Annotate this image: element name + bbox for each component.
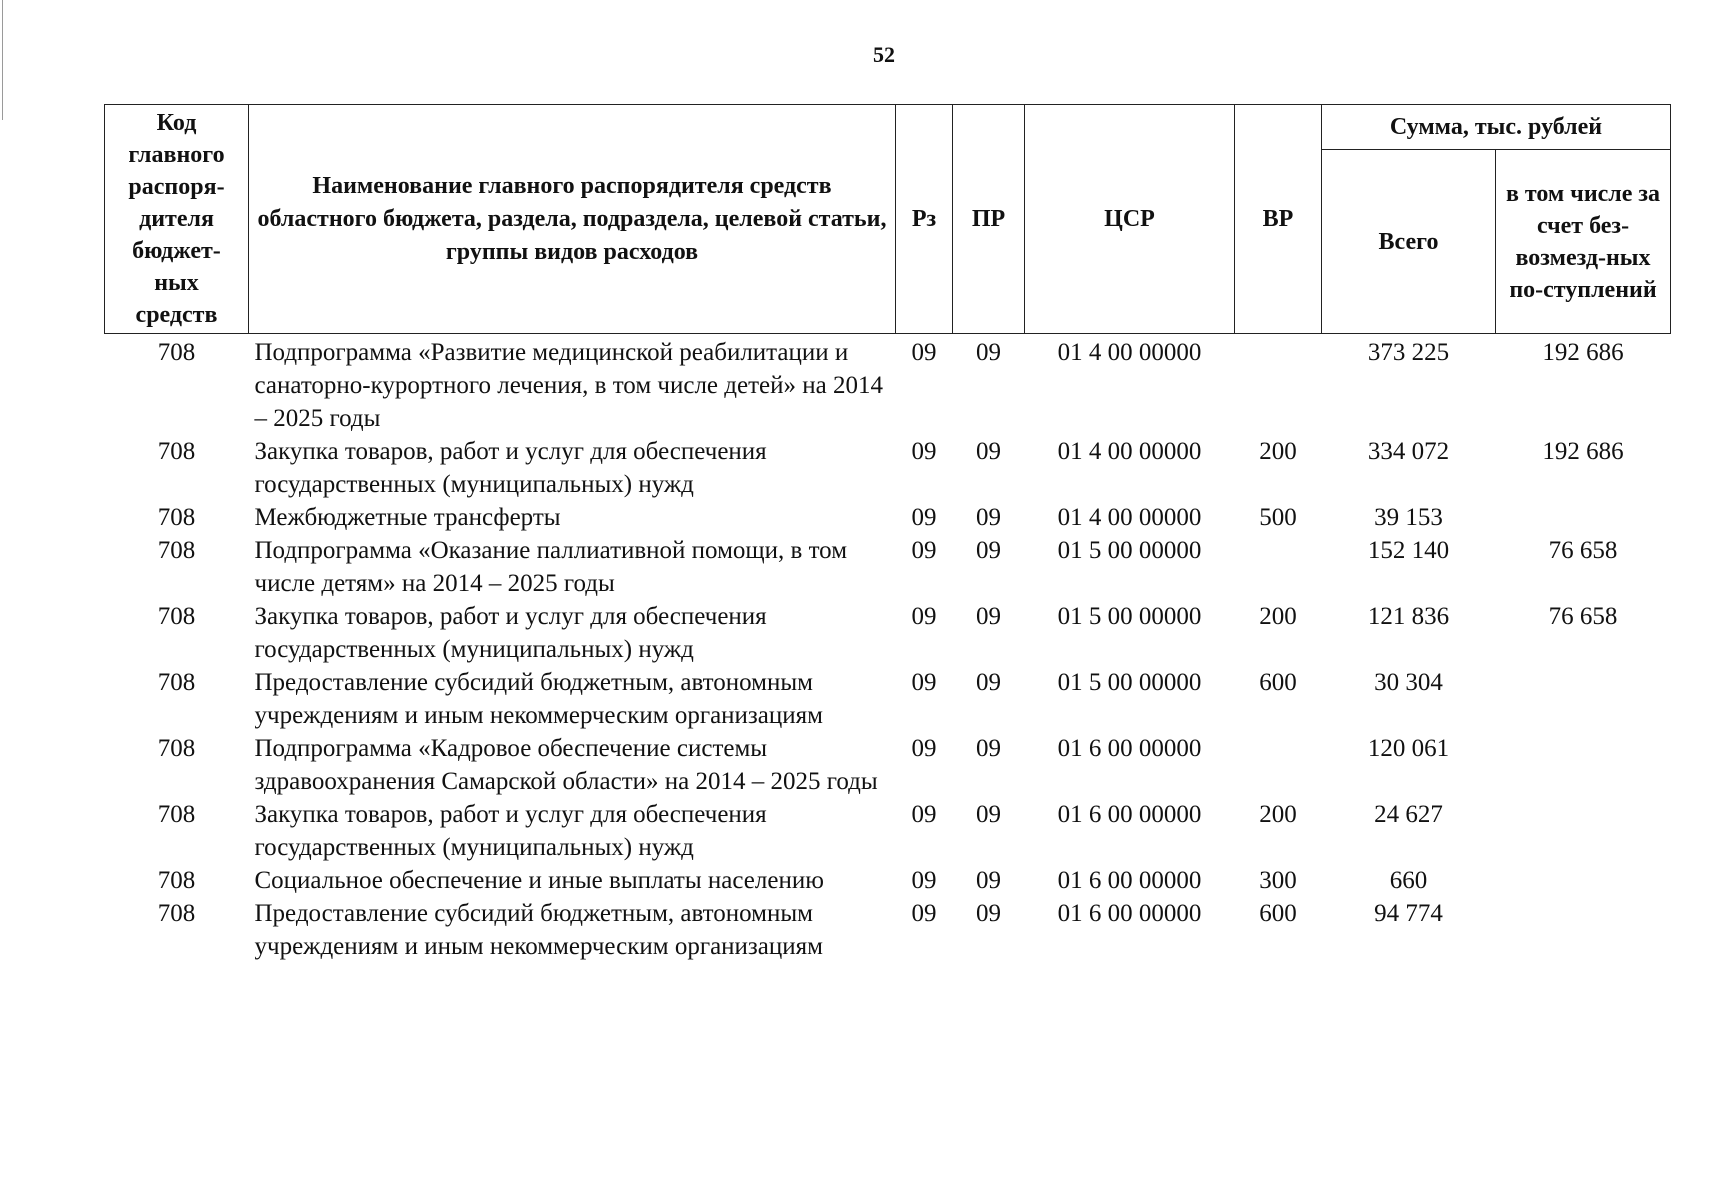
cell-code: 708 [157, 504, 196, 531]
cell-rz: 09 [911, 801, 937, 828]
cell-pr: 09 [976, 669, 1001, 696]
cell-code: 708 [157, 735, 196, 762]
cell-name: Подпрограмма «Кадровое обеспечение системы здравоохранения Самарской области» на 2014 – 2025 годы [254, 735, 878, 795]
cell-pr: 09 [976, 801, 1001, 828]
cell-grants [1496, 798, 1671, 864]
cell-rz: 09 [911, 735, 937, 762]
cell-grants [1496, 864, 1671, 897]
cell-csr: 01 4 00 00000 [1057, 504, 1202, 531]
cell-csr: 01 4 00 00000 [1057, 339, 1202, 366]
cell-code: 708 [157, 339, 196, 366]
cell-rz: 09 [911, 537, 937, 564]
cell-name: Социальное обеспечение и иные выплаты населению [254, 867, 824, 894]
cell-grants [1496, 501, 1671, 534]
table-row [105, 666, 1671, 732]
cell-grants: 76 658 [1548, 537, 1618, 564]
cell-rz: 09 [911, 339, 937, 366]
cell-grants: 192 686 [1542, 438, 1624, 465]
cell-vr: 300 [1259, 867, 1297, 894]
cell-csr: 01 5 00 00000 [1057, 537, 1202, 564]
cell-vr: 200 [1259, 603, 1297, 630]
header-sum: Сумма, тыс. рублей [1322, 105, 1671, 150]
cell-code: 708 [157, 801, 196, 828]
header-total: Всего [1322, 150, 1496, 334]
cell-grants [1496, 732, 1671, 798]
cell-code: 708 [157, 603, 196, 630]
cell-total: 30 304 [1374, 669, 1443, 696]
cell-vr: 600 [1259, 900, 1297, 927]
cell-pr: 09 [976, 900, 1001, 927]
cell-pr: 09 [976, 339, 1001, 366]
header-name: Наименование главного распорядителя средств областного бюджета, раздела, подраздела, целевой статьи, группы видов расходов [249, 105, 896, 334]
cell-rz: 09 [911, 669, 937, 696]
cell-code: 708 [157, 669, 196, 696]
cell-rz: 09 [911, 504, 937, 531]
cell-csr: 01 6 00 00000 [1057, 801, 1202, 828]
header-vr: ВР [1235, 105, 1322, 334]
table-row [105, 897, 1671, 963]
table-row [105, 732, 1671, 798]
cell-grants: 192 686 [1542, 339, 1624, 366]
cell-total: 120 061 [1367, 735, 1450, 762]
cell-pr: 09 [976, 867, 1001, 894]
table-row [105, 334, 1671, 436]
cell-code: 708 [157, 900, 196, 927]
cell-name: Предоставление субсидий бюджетным, автономным учреждениям и иным некоммерческим организациям [254, 669, 823, 729]
cell-csr: 01 6 00 00000 [1057, 735, 1202, 762]
cell-grants [1496, 666, 1671, 732]
cell-csr: 01 5 00 00000 [1057, 603, 1202, 630]
cell-code: 708 [157, 537, 196, 564]
cell-rz: 09 [911, 438, 937, 465]
header-grants: в том числе за счет без-возмезд-ных по-ступлений [1496, 150, 1671, 334]
cell-name: Закупка товаров, работ и услуг для обеспечения государственных (муниципальных) нужд [254, 438, 767, 498]
table-row [105, 501, 1671, 534]
cell-code: 708 [157, 438, 196, 465]
cell-pr: 09 [976, 735, 1001, 762]
cell-pr: 09 [976, 603, 1001, 630]
cell-rz: 09 [911, 867, 937, 894]
cell-total: 24 627 [1374, 801, 1443, 828]
cell-pr: 09 [976, 504, 1001, 531]
cell-total: 94 774 [1374, 900, 1443, 927]
cell-vr [1235, 334, 1322, 436]
cell-csr: 01 5 00 00000 [1057, 669, 1202, 696]
header-row [105, 105, 1671, 150]
table-row [105, 798, 1671, 864]
cell-total: 39 153 [1374, 504, 1443, 531]
header-code: Код главного распоря-дителя бюджет-ных средств [105, 105, 249, 334]
cell-csr: 01 6 00 00000 [1057, 867, 1202, 894]
cell-vr [1235, 534, 1322, 600]
cell-vr [1235, 732, 1322, 798]
header-pr: ПР [953, 105, 1025, 334]
cell-vr: 500 [1259, 504, 1297, 531]
cell-pr: 09 [976, 537, 1001, 564]
table-row [105, 435, 1671, 501]
cell-name: Закупка товаров, работ и услуг для обеспечения государственных (муниципальных) нужд [254, 603, 767, 663]
cell-vr: 600 [1259, 669, 1297, 696]
cell-name: Подпрограмма «Развитие медицинской реабилитации и санаторно-курортного лечения, в том числе детей» на 2014 – 2025 годы [254, 339, 883, 432]
cell-total: 334 072 [1367, 438, 1450, 465]
header-csr: ЦСР [1025, 105, 1235, 334]
cell-vr: 200 [1259, 438, 1297, 465]
cell-rz: 09 [911, 900, 937, 927]
cell-pr: 09 [976, 438, 1001, 465]
page-number: 52 [873, 42, 895, 67]
cell-name: Межбюджетные трансферты [254, 504, 561, 531]
cell-csr: 01 4 00 00000 [1057, 438, 1202, 465]
cell-grants: 76 658 [1548, 603, 1618, 630]
cell-rz: 09 [911, 603, 937, 630]
cell-code: 708 [157, 867, 196, 894]
table-row [105, 534, 1671, 600]
cell-total: 373 225 [1367, 339, 1450, 366]
cell-name: Закупка товаров, работ и услуг для обеспечения государственных (муниципальных) нужд [254, 801, 767, 861]
cell-vr: 200 [1259, 801, 1297, 828]
cell-name: Предоставление субсидий бюджетным, автономным учреждениям и иным некоммерческим организациям [254, 900, 823, 960]
cell-csr: 01 6 00 00000 [1057, 900, 1202, 927]
cell-grants [1496, 897, 1671, 963]
cell-name: Подпрограмма «Оказание паллиативной помощи, в том числе детям» на 2014 – 2025 годы [254, 537, 848, 597]
budget-table [104, 104, 1671, 963]
table-row [105, 600, 1671, 666]
cell-total: 152 140 [1367, 537, 1450, 564]
cell-total: 121 836 [1367, 603, 1450, 630]
header-rz: Рз [896, 105, 953, 334]
cell-total: 660 [1389, 867, 1428, 894]
table-row [105, 864, 1671, 897]
